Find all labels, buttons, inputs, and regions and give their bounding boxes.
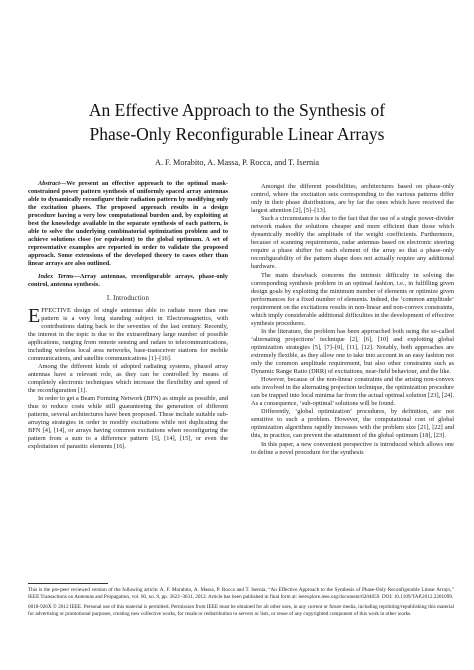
body-paragraph-9: Differently, ‘global optimization’ procedures, by definition, are not sensitive to such a problem. However, the computational cost of global optimization algorithms rapidly increases with the problem size [21], [22] and this, in practice, can prevent the attainment of the global optimum [18], [23].: [251, 408, 454, 440]
author-list: A. F. Morabito, A. Massa, P. Rocca, and T. Isernia: [155, 158, 319, 167]
right-column: [251, 183, 454, 457]
body-paragraph-7: In the literature, the problem has been approached both using the so-called ‘alternating projections’ technique [2], [6], [10] and exploiting global optimization strategies [5], [7]–[9], [11], [12]. Notably, both approaches are extremely flexible, as they allow one to take into account in an easy fashion not only the common amplitude requirement, but also other constraints such as Dynamic Range Ratio (DRR) of excitations, near-field behaviour, and the like.: [251, 327, 454, 376]
index-terms-lead: Index Terms: [38, 272, 74, 280]
footnote-citation: This is the pre-peer reviewed version of the following article: A. F. Morabito, A. Massa, P. Rocca and T. Isernia, “An Effective Approach to the Synthesis of Phase-Only Reconfigurable Linear Arrays,” IEEE Transactions on Antennas and Propagation, vol. 60, no. 8, pp. 3622–3631, 2012. Article has been published in final form at: ieeexplore.ieee.org/document/6204059. DOI: 10.1109/TAP.2012.2201099.: [28, 587, 454, 600]
footnote-rule: [28, 583, 108, 584]
title-line-1: An Effective Approach to the Synthesis of: [88, 100, 386, 120]
abstract-lead: Abstract: [38, 180, 60, 187]
intro-paragraph-1: [28, 304, 228, 363]
body-paragraph-5: Such a circumstance is due to the fact that the use of a single power-divider network makes the solutions cheaper and more efficient than those which dynamically modify the amplitude of the weight coefficients. Furthermore, because of scanning requirements, radar antennas based on electronic steering require a phase shifter for each element of the array so that a phase-only reconfigurability of the pattern shape does not actually require any additional hardware.: [251, 215, 454, 271]
intro-paragraph-2: Among the different kinds of adopted radiating systems, phased array antennas have a relevant role, as they can be controlled by means of completely electronic techniques which increase the flexibility and speed of the reconfiguration [1].: [28, 362, 228, 395]
drop-cap: E: [28, 304, 41, 327]
body-paragraph-6: The main drawback concerns the intrinsic difficulty in solving the corresponding synthesis problem in an optimal fashion, i.e., in fulfilling given design goals by exploiting the minimum number of elements or optimize given performances for a fixed number of elements. Indeed, the ‘common amplitude’ requirement on the excitations results in non-linear and non-convex constraints, which imply considerable additional difficulties in the development of effective synthesis procedures.: [251, 271, 454, 327]
paper-title: [0, 98, 474, 146]
body-paragraph-4: Amongst the different possibilities, architectures based on phase-only control, where the excitation sets corresponding to the various patterns differ only in their phase distributions, are by far the ones which have received the largest attention [2], [5]–[13].: [251, 183, 454, 215]
intro-paragraph-1-text: FFECTIVE design of single antennas able to radiate more than one pattern is a very long standing subject in Electromagnetics, with contributions dating back to the seventies of the last century. Recently, the interest in the topic is due to the extraordinary large number of possible applications, ranging from remote sensing and radars to telecommunications, including wireless local area networks, base-transceiver stations for mobile communications, and satellite communications [1]–[16].: [28, 306, 228, 362]
index-terms: [28, 273, 228, 289]
title-line-2: Phase-Only Reconfigurable Linear Arrays: [89, 124, 385, 144]
footnote-copyright: 0018-926X © 2012 IEEE. Personal use of this material is permitted. Permission from IEEE must be obtained for all other uses, in any current or future media, including reprinting/republishing this material for advertising or promotional purposes, creating new collective works, for resale or redistribution to servers or lists, or reuse of any copyrighted component of this work in other works.: [28, 604, 454, 617]
body-paragraph-10: In this paper, a new convenient perspective is introduced which allows one to define a novel procedure for the synthesis: [251, 440, 454, 456]
body-paragraph-8: However, because of the non-linear constraints and the arising non-convex sets involved in the alternating projection technique, the optimization procedure can be trapped into local minima far from the actual optimal solution [23], [24]. As a consequence, ‘sub-optimal’ solutions will be found.: [251, 376, 454, 408]
section-heading: I. Introduction: [106, 294, 150, 302]
abstract-text: —We present an effective approach to the optimal mask-constrained power pattern synthesis of uniformly spaced array antennas able to dynamically reconfigure their radiation pattern by modifying only the excitation phases. The proposed approach results in a design procedure having a very low computational burden and, by exploiting at best the knowledge available in the separate synthesis of each pattern, is able to solve the underlying combinatorial optimization problem and to achieve solutions close (or equivalent) to the global optimum. A set of representative examples are reported in order to validate the proposed approach. Some extensions of the developed theory to cases other than linear arrays are also outlined.: [28, 180, 228, 268]
intro-paragraph-3: In order to get a Beam Forming Network (BFN) as simple as possible, and thus to reduce costs while still guaranteeing the generation of different patterns, several architectures have been proposed. These include suitable sub-arraying strategies in order to modify excitations while not duplicating the BFN [4], [14], or arrays having common excitations when reconfiguring the pattern from a sum to a difference pattern [3], [14], [15], or even the exploitation of parasitic elements [16].: [28, 395, 228, 451]
index-terms-text: —Array antennas, reconfigurable arrays, phase-only control, antenna synthesis.: [28, 272, 228, 288]
abstract: [28, 180, 228, 269]
left-column: [28, 180, 228, 452]
footnote: [28, 587, 454, 621]
